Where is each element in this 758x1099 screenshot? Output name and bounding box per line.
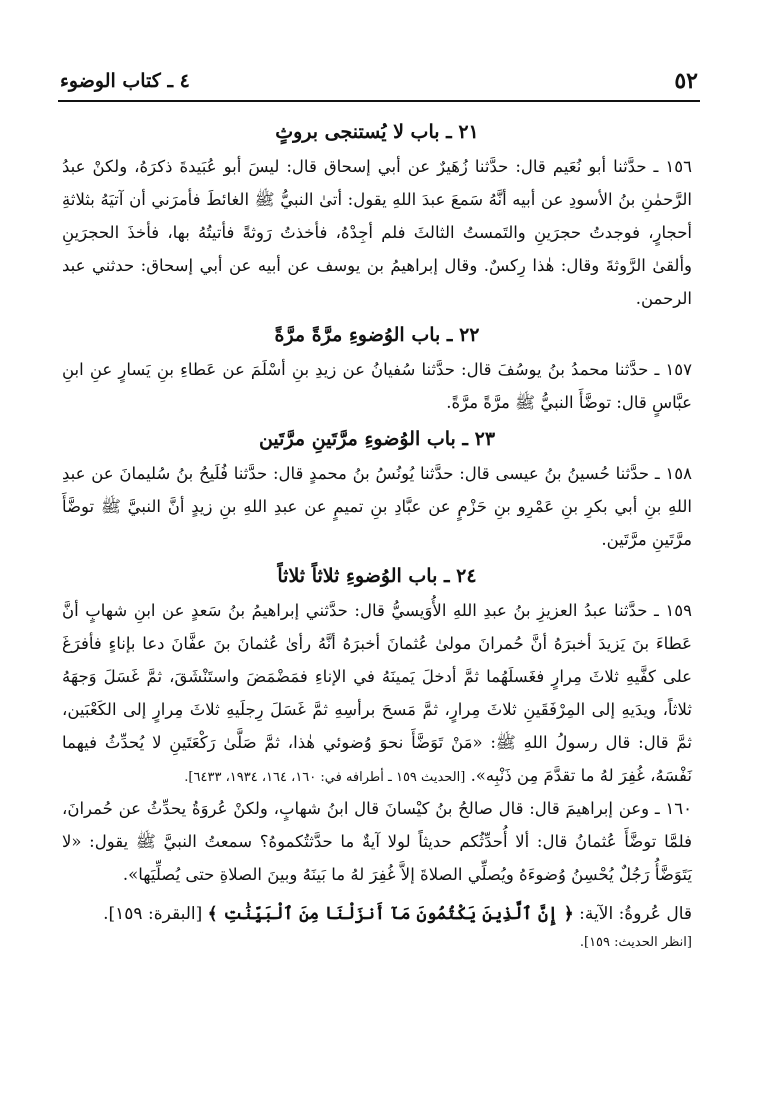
hadith-159 bbox=[62, 594, 692, 792]
header-divider bbox=[58, 100, 700, 102]
chapter-heading-21: ٢١ ـ باب لا يُستنجى بروثٍ bbox=[275, 121, 479, 143]
hadith-160: ١٦٠ ـ وعن إبراهيمَ قال: قال صالحُ بنُ كيْسانَ قال ابنُ شهابٍ، ولكنْ عُروَةُ يحدِّثُ عن حُمرانَ، فلمَّا توضَّأَ عُثمانُ قال: ألا أُحدِّثُكم حديثاً لولا آيةٌ ما حدَّثتُكموهُ؟ سمعتُ النبيَّ ﷺ يقول: «لا يَتَوَضَّأُ رَجُلٌ يُحْسِنُ وُضوءَهُ ويُصلِّي الصلاةَ إلاَّ غُفِرَ لهُ ما بَينَهُ وبينَ الصلاةِ حتى يُصلِّيَها». bbox=[62, 799, 692, 884]
hadith-158: ١٥٨ ـ حدَّثنا حُسينُ بنُ عيسى قال: حدَّثنا يُونُسُ بنُ محمدٍ قال: حدَّثنا فُلَيحُ بنُ سُليمانَ عن عبدِ اللهِ بنِ أبي بكرِ بنِ عَمْرِو بنِ حَزْمٍ عن عبَّادِ بنِ تميمٍ عن عبدِ اللهِ بنِ زيدٍ أنَّ النبيَّ ﷺ توضَّأَ مرَّتَينِ مرَّتَين. bbox=[62, 464, 692, 549]
hadith-159-text: ١٥٩ ـ حدَّثنا عبدُ العزيزِ بنُ عبدِ اللهِ الأُوَيسيُّ قال: حدَّثني إبراهيمُ بنُ سَعدٍ عن ابنِ شهابٍ أنَّ عَطاءَ بنَ يَزيدَ أخبرَهُ أنَّ حُمرانَ مولىٰ عُثمانَ أخبرَهُ أنَّهُ رأىٰ عُثمانَ بنَ عفَّانَ دعا بإناءٍ فأفرَغَ على كفَّيهِ ثلاثَ مِرارٍ فغَسلَهُما ثمَّ أدخلَ يَمينَهُ في الإناءِ فمَضْمَضَ واستَنْشَقَ، ثمَّ غَسَلَ وَجهَهُ ثلاثاً، ويدَيهِ إلى المِرْفَقَينِ ثلاثَ مِرارٍ، ثمَّ مَسحَ برأسِهِ ثمَّ غَسَلَ رِجلَيهِ ثلاثَ مِرارٍ إلى الكَعْبَين، ثمَّ قال: قال رسولُ اللهِ ﷺ: «مَنْ تَوَضَّأَ نحوَ وُضوئي هٰذا، ثمَّ صَلَّىٰ رَكْعَتَينِ لا يُحدِّثُ فيهما نَفْسَهُ، غُفِرَ لهُ ما تقدَّمَ مِن ذَنْبِه». bbox=[62, 601, 692, 785]
chapter-heading-24: ٢٤ ـ باب الوُضوءِ ثلاثاً ثلاثاً bbox=[277, 565, 477, 587]
hadith-159-cross-reference: [الحديث ١٥٩ ـ أطرافه في: ١٦٠، ١٦٤، ١٩٣٤، ٦٤٣٣]. bbox=[184, 770, 466, 785]
page-body bbox=[62, 112, 692, 955]
see-hadith-reference: [انظر الحديث: ١٥٩]. bbox=[579, 935, 692, 950]
hadith-157: ١٥٧ ـ حدَّثنا محمدُ بنُ يوسُفَ قال: حدَّثنا سُفيانُ عن زيدِ بنِ أسْلَمَ عن عَطاءِ بنِ يَسارٍ عنِ ابنِ عبَّاسٍ قال: توضَّأَ النبيُّ ﷺ مرَّةً مرَّةً. bbox=[62, 360, 692, 412]
hadith-156: ١٥٦ ـ حدَّثنا أبو نُعَيم قال: حدَّثنا زُهَيرٌ عن أبي إسحاق قال: ليسَ أبو عُبَيدةَ ذكرَهُ، ولكنْ عبدُ الرَّحمٰنِ بنُ الأسودِ عن أبيه أنَّهُ سَمعَ عبدَ اللهِ يقول: أتىٰ النبيُّ ﷺ الغائطَ فأمرَني أن آتيَهُ بثلاثةِ أحجارٍ، فوجدتُ حجرَينِ والتَمستُ الثالثَ فلم أجِدْهُ، فأخذتُ رَوثةً فأتيتُهُ بها، فأخذَ الحجرَينِ وألقىٰ الرَّوثةَ وقال: هٰذا رِكسٌ. وقال إبراهيمُ بن يوسف عن أبيه عن أبي إسحاق: حدثني عبد الرحمن. bbox=[62, 157, 692, 308]
verse-reference: [البقرة: ١٥٩]. bbox=[103, 904, 203, 924]
page-header bbox=[60, 66, 698, 96]
quote-intro: قال عُروةُ: الآية: bbox=[579, 904, 692, 924]
running-title: ٤ ـ كتاب الوضوء bbox=[60, 70, 190, 92]
chapter-heading-23: ٢٣ ـ باب الوُضوءِ مرَّتَينِ مرَّتَين bbox=[258, 428, 496, 450]
quran-quote-line bbox=[62, 897, 692, 931]
page-number: ٥٢ bbox=[674, 68, 698, 94]
quran-verse: ﴿ إِنَّ ٱلَّذِينَ يَكْتُمُونَ مَآ أَنزَلْنَا مِنَ ٱلْبَيِّنَٰتِ ﴾ bbox=[207, 904, 574, 924]
chapter-heading-22: ٢٢ ـ باب الوُضوءِ مرَّةً مرَّةً bbox=[274, 324, 480, 346]
